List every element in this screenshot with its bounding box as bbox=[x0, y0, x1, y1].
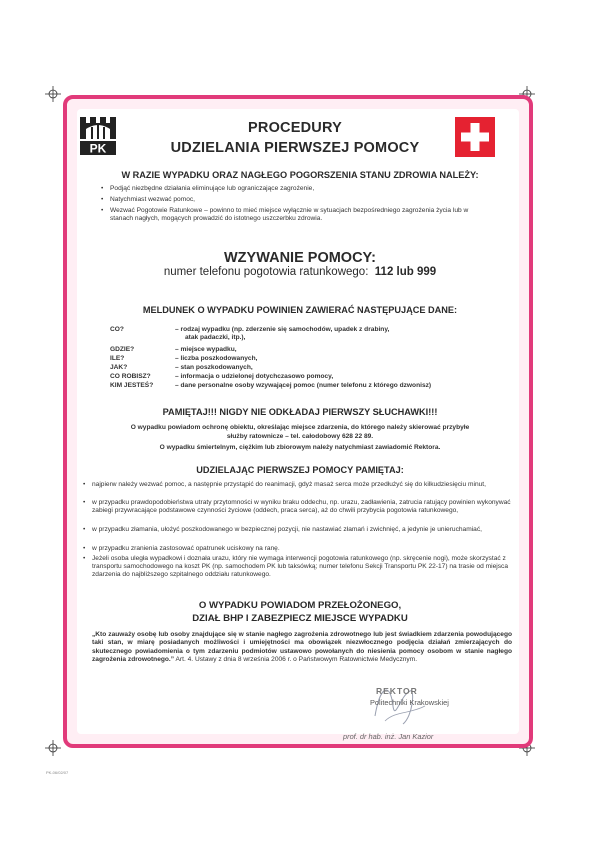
report-value: – informacja o udzielonej dotychczasowo pomocy, bbox=[175, 373, 334, 380]
report-key: JAK? bbox=[110, 364, 128, 371]
legal-quote-text: „Kto zauważy osobę lub osoby znajdujące się w stanie nagłego zagrożenia zdrowotnego lub jest świadkiem zdarzenia powodującego taki stan, w miarę posiadanych możliwości i umiejętności ma obowiązek niezwłocznego podjęcia działań zmierzających do skutecznego powiadomienia o tym zdarzeniu podmiotów ustawowo powołanych do niesienia pomocy osobom w stanie nagłego zagrożenia zdrowotnego.” bbox=[92, 631, 512, 664]
report-value: – rodzaj wypadku (np. zderzenie się samochodów, upadek z drabiny, bbox=[175, 326, 390, 333]
list-item: • Podjąć niezbędne działania eliminujące lub ograniczające zagrożenie, bbox=[101, 185, 315, 192]
report-key: GDZIE? bbox=[110, 346, 135, 353]
list-item: • Jeżeli osoba uległa wypadkowi i doznała urazu, który nie wymaga interwencji pogotowia ratunkowego (np. skręcenie nogi), może skorzystać z transportu samochodowego na koszt PK (np. samochodem PK lub taksówką; numer telefonu Sekcji Transportu PK 22-17) na trasie od miejsca zdarzenia do najbliższego szpitalnego oddziału ratunkowego. bbox=[83, 555, 508, 579]
list-item: • najpierw należy wezwać pomoc, a następnie przystąpić do reanimacji, gdyż masaż serca może przedłużyć się do kilkudziesięciu minut, bbox=[83, 481, 486, 488]
registration-mark-icon bbox=[45, 740, 61, 756]
bullet-icon: • bbox=[101, 207, 104, 214]
bullet-icon: • bbox=[101, 196, 104, 203]
report-key: CO? bbox=[110, 326, 124, 333]
report-key: CO ROBISZ? bbox=[110, 373, 151, 380]
remember-line: O wypadku śmiertelnym, ciężkim lub zbiorowym należy natychmiast zawiadomić Rektora. bbox=[159, 444, 441, 451]
list-item: • w przypadku prawdopodobieństwa utraty przytomności w wyniku braku oddechu, np. urazu, zadławienia, zatrucia ratujący powinien wykonywać zabiegi przywracające podstawowe czynności życiowe (oddech, praca serca), aż do chwili przybycia pogotowia ratunkowego, bbox=[83, 499, 511, 515]
bullet-icon: • bbox=[83, 526, 86, 533]
bullet-icon: • bbox=[83, 555, 86, 562]
report-value: – dane personalne osoby wzywającej pomoc (numer telefonu z którego dzwonisz) bbox=[175, 382, 432, 389]
notify-line: O WYPADKU POWIADOM PRZEŁOŻONEGO, bbox=[198, 600, 402, 611]
remember-line: O wypadku powiadom ochronę obiektu, określając miejsce zdarzenia, do którego należy skierować przybyłe bbox=[130, 424, 470, 431]
list-item: • w przypadku zranienia zastosować opatrunek uciskowy na ranę. bbox=[83, 545, 280, 552]
logo-text: PK bbox=[89, 141, 107, 156]
page-subtitle: UDZIELANIA PIERWSZEJ POMOCY bbox=[170, 140, 420, 156]
list-item: • Wezwać Pogotowie Ratunkowe – powinno to mieć miejsce wyłącznie w sytuacjach bezpośredniego zagrożenia życia lub w stanach nagłych, mogących prowadzić do istotnego uszczerbku zdrowia. bbox=[101, 207, 469, 223]
phone-line bbox=[100, 266, 500, 278]
bullet-icon: • bbox=[83, 481, 86, 488]
registration-mark-icon bbox=[45, 86, 61, 102]
bullet-icon: • bbox=[83, 499, 86, 506]
report-value: – liczba poszkodowanych, bbox=[175, 355, 258, 362]
footer-code: PK-06/02/07 bbox=[46, 770, 69, 775]
first-aid-heading: UDZIELAJĄC PIERWSZEJ POMOCY PAMIĘTAJ: bbox=[196, 465, 404, 475]
bullet-icon: • bbox=[101, 185, 104, 192]
legal-quote bbox=[92, 631, 512, 665]
bullet-icon: • bbox=[83, 545, 86, 552]
notify-line: DZIAŁ BHP I ZABEZPIECZ MIEJSCE WYPADKU bbox=[192, 613, 408, 624]
legal-quote-source: Art. 4. Ustawy z dnia 8 września 2006 r. o Państwowym Ratownictwie Medycznym. bbox=[175, 656, 418, 664]
signature-name: prof. dr hab. inż. Jan Kazior bbox=[343, 732, 434, 741]
signature-title: REKTOR bbox=[376, 686, 418, 696]
report-key: ILE? bbox=[110, 355, 125, 362]
calling-heading: WZYWANIE POMOCY: bbox=[224, 250, 376, 266]
remember-line: służby ratownicze – tel. całodobowy 628 22 89. bbox=[226, 433, 374, 440]
emergency-heading: W RAZIE WYPADKU ORAZ NAGŁEGO POGORSZENIA STANU ZDROWIA NALEŻY: bbox=[121, 170, 479, 180]
report-value: – stan poszkodowanych, bbox=[175, 364, 253, 371]
page-title: PROCEDURY bbox=[248, 120, 342, 136]
signature-institution: Politechniki Krakowskiej bbox=[370, 698, 449, 707]
list-item: • w przypadku złamania, ułożyć poszkodowanego w bezpiecznej pozycji, nie nastawiać złamań i zwichnięć, a jedynie je unieruchamiać, bbox=[83, 526, 482, 533]
report-heading: MELDUNEK O WYPADKU POWINIEN ZAWIERAĆ NASTĘPUJĄCE DANE: bbox=[142, 305, 458, 315]
phone-numbers: 112 lub 999 bbox=[374, 266, 437, 278]
report-value: – miejsce wypadku, bbox=[175, 346, 237, 353]
remember-heading: PAMIĘTAJ!!! NIGDY NIE ODKŁADAJ PIERWSZY SŁUCHAWKI!!! bbox=[162, 407, 438, 417]
pk-logo-icon bbox=[78, 113, 118, 157]
phone-label: numer telefonu pogotowia ratunkowego: bbox=[163, 266, 369, 278]
list-item: • Natychmiast wezwać pomoc, bbox=[101, 196, 196, 203]
report-key: KIM JESTEŚ? bbox=[110, 382, 154, 389]
report-value: atak padaczki, itp.), bbox=[185, 334, 246, 341]
